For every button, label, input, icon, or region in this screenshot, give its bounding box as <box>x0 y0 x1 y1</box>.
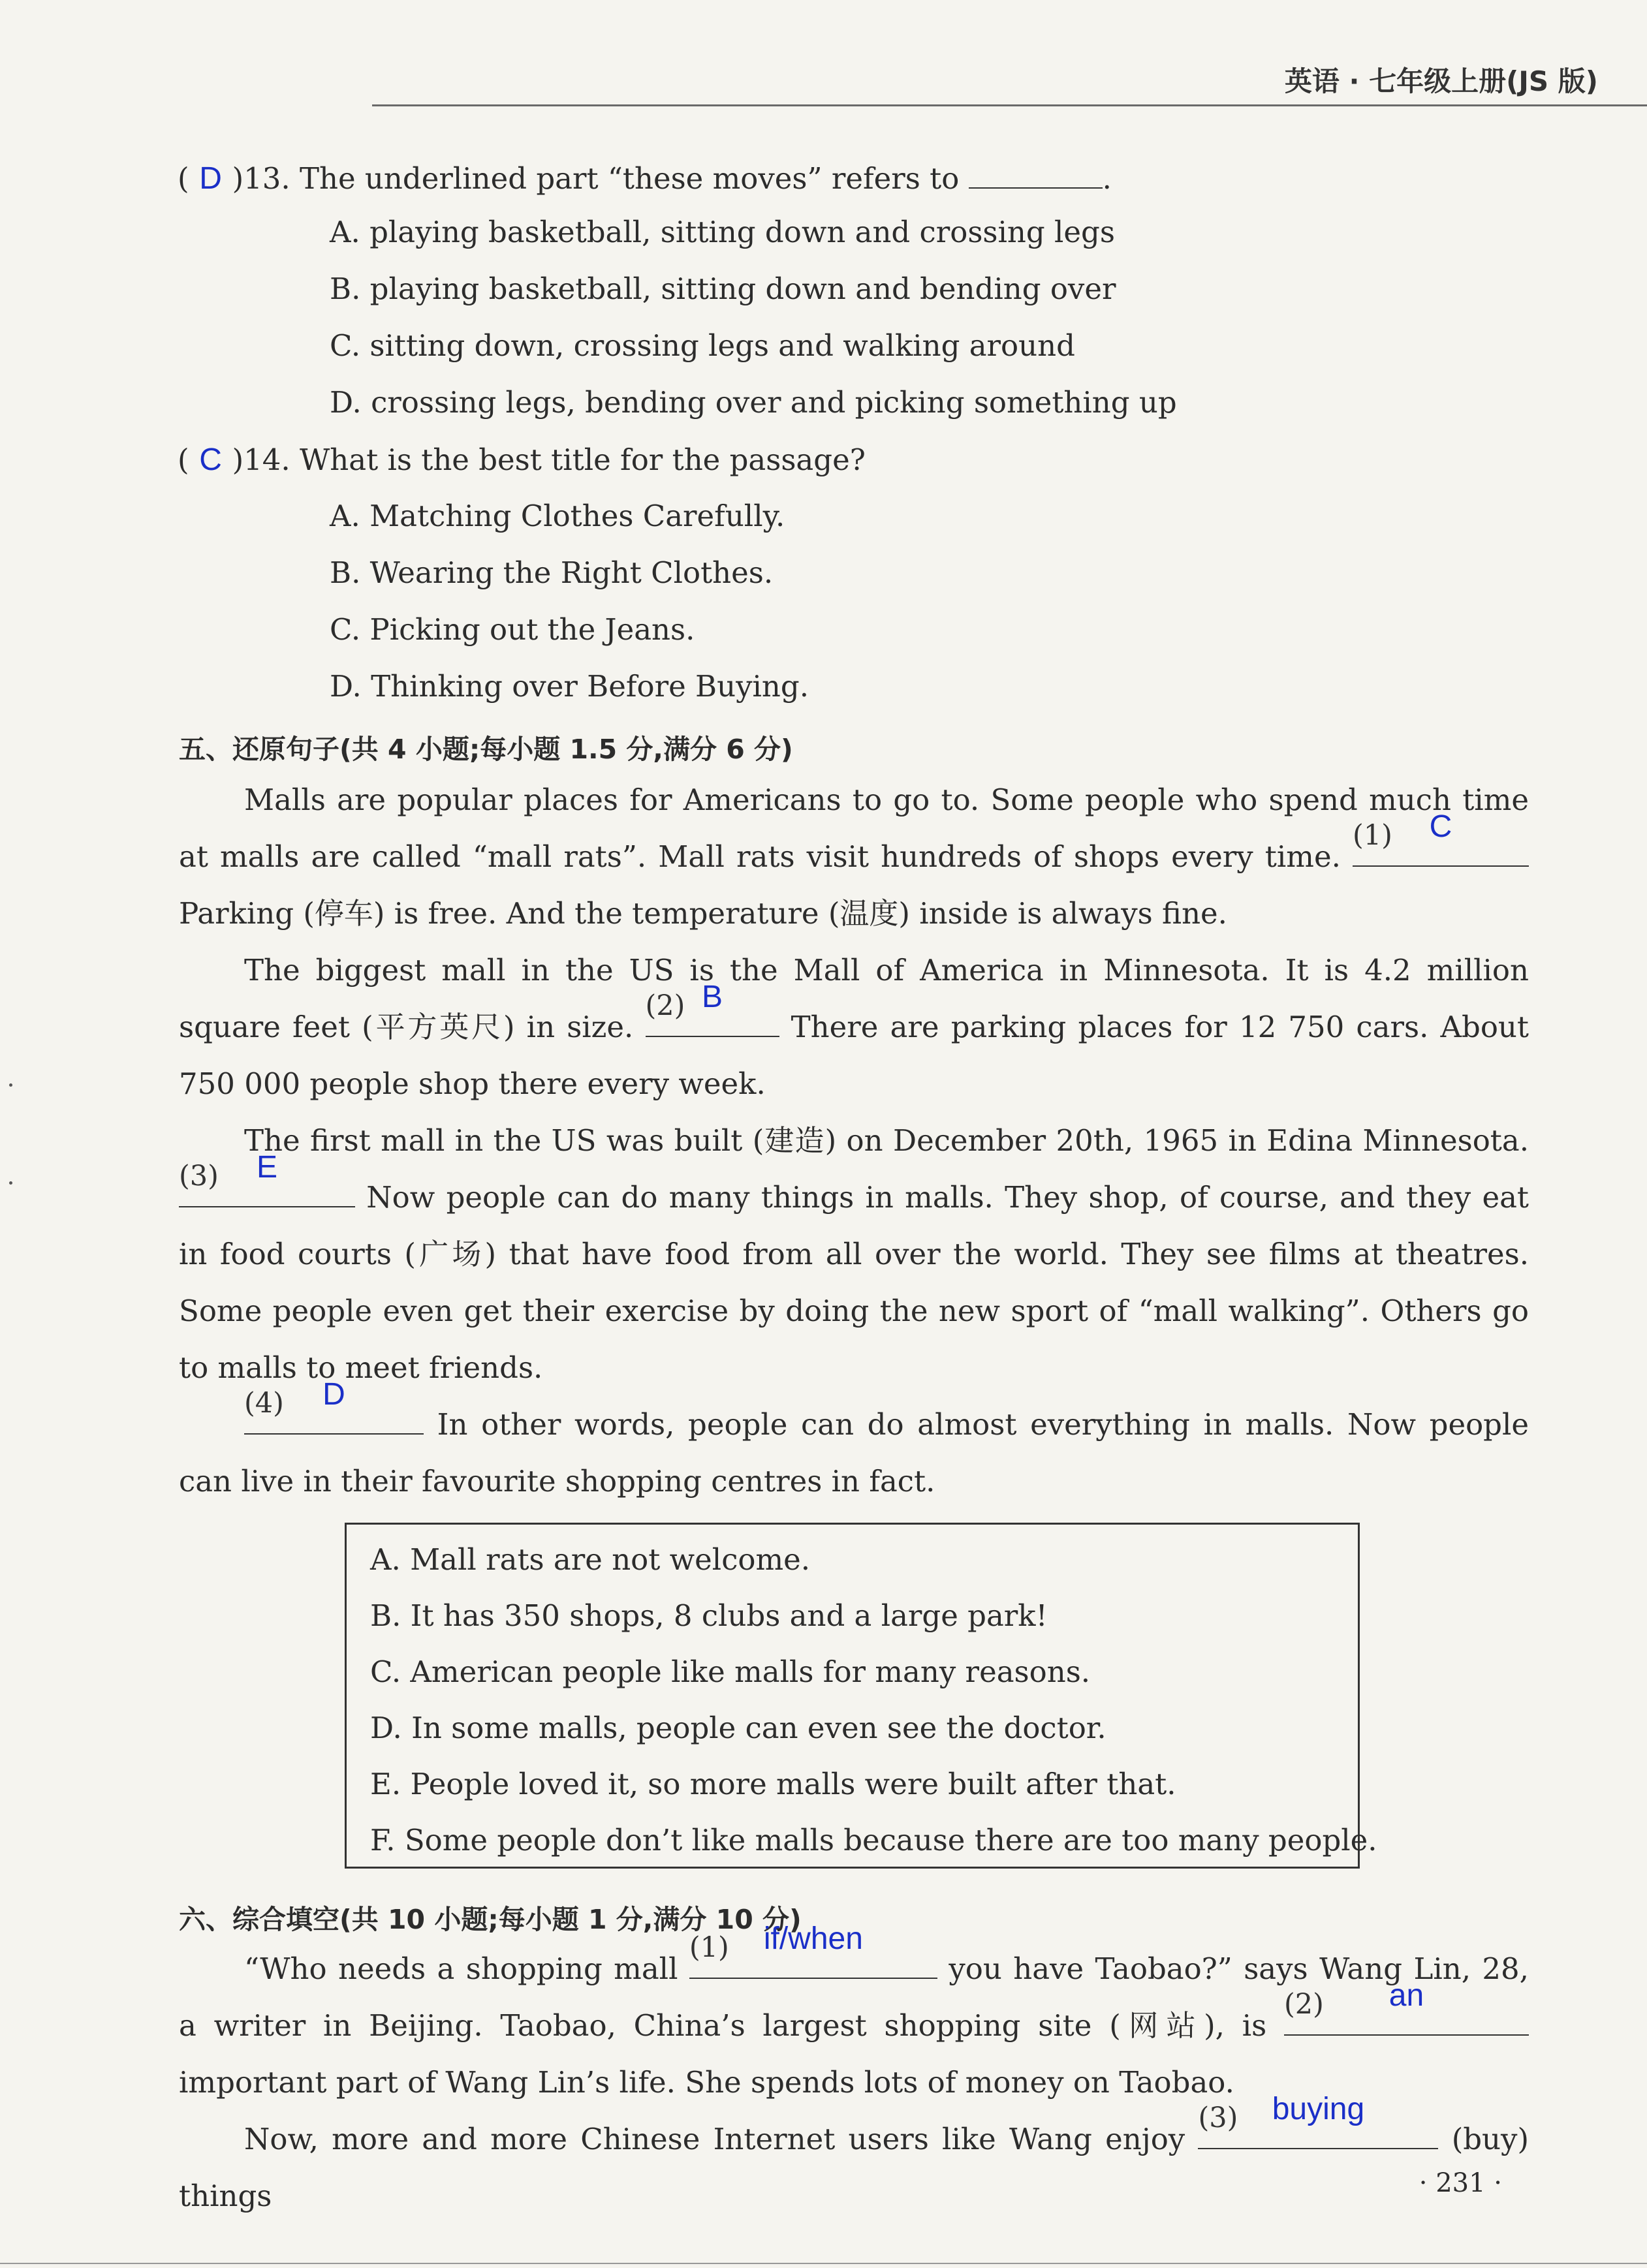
section5-options-box <box>345 1523 1377 1869</box>
section5-paragraph-3: The first mall in the US was built (建造) on December 20th, 1965 in Edina Minnesota. (3) E Now people can do many things in malls. They shop, of course, and they eat in food courts (广场) that have food from all over the world. They see films at theatres. Some people even get their exercise by doing the new sport of “mall walking”. Others go to malls to meet friends. <box>179 1123 1529 1385</box>
q14-option-c: C. Picking out the Jeans. <box>330 612 695 647</box>
s5-blank-3-answer: E <box>256 1150 277 1185</box>
q14-number: )14. <box>232 443 290 477</box>
s6-blank-3: (3) buying <box>1198 2120 1438 2149</box>
section5-title: 五、还原句子(共 4 小题;每小题 1.5 分,满分 6 分) <box>179 734 793 765</box>
q13-option-c: C. sitting down, crossing legs and walking around <box>330 328 1075 363</box>
q14-option-a: A. Matching Clothes Carefully. <box>330 499 785 533</box>
section6-paragraph-2: Now, more and more Chinese Internet users like Wang enjoy (3) buying (buy) things <box>179 2111 1529 2224</box>
s5-blank-1-answer: C <box>1429 809 1452 844</box>
margin-mark <box>9 1083 12 1087</box>
bottom-edge <box>0 2263 1647 2264</box>
q14-stem-line: ( C )14. What is the best title for the passage? <box>178 443 866 477</box>
s5-blank-4-answer: D <box>322 1377 345 1412</box>
q13-blank <box>969 160 1103 189</box>
q13-number: )13. <box>232 161 290 196</box>
q13-option-d: D. crossing legs, bending over and picking something up <box>330 385 1177 420</box>
q13-answer: D <box>199 161 222 196</box>
s5-option-a: A. Mall rats are not welcome. <box>370 1542 811 1577</box>
q13-stem: The underlined part “these moves” refers to <box>300 161 960 196</box>
section5-paragraph-2: The biggest mall in the US is the Mall of America in Minnesota. It is 4.2 million square feet (平方英尺) in size. (2) B There are parking places for 12 750 cars. About 750 000 people shop there every week. <box>179 953 1529 1101</box>
q13-option-a: A. playing basketball, sitting down and crossing legs <box>330 215 1115 249</box>
section5-paragraph-4: (4) D In other words, people can do almost everything in malls. Now people can live in their favourite shopping centres in fact. <box>179 1396 1529 1510</box>
s5-option-b: B. It has 350 shops, 8 clubs and a large park! <box>370 1598 1048 1633</box>
s6-blank-2: (2) an <box>1284 2007 1529 2036</box>
section6-paragraph-1: “Who needs a shopping mall (1) if/when you have Taobao?” says Wang Lin, 28, a writer in Beijing. Taobao, China’s largest shopping site (网站), is (2) an important part of Wang Lin’s life. She spends lots of money on Taobao. <box>179 1940 1529 2111</box>
q14-option-d: D. Thinking over Before Buying. <box>330 669 809 704</box>
s5-option-c: C. American people like malls for many reasons. <box>370 1654 1091 1689</box>
s6-blank-3-answer: buying <box>1272 2092 1365 2126</box>
s6-blank-1-answer: if/when <box>763 1921 863 1956</box>
s5-blank-2: (2) B <box>646 1008 779 1037</box>
section5-paragraph-1: Malls are popular places for Americans to go to. Some people who spend much time at malls are called “mall rats”. Mall rats visit hundreds of shops every time. (1) C Parking (停车) is free. And the temperature (温度) inside is always fine. <box>179 783 1529 931</box>
s5-blank-3: (3) E <box>179 1179 355 1207</box>
section6-title: 六、综合填空(共 10 小题;每小题 1 分,满分 10 分) <box>179 1904 802 1935</box>
s5-option-f: F. Some people don’t like malls because there are too many people. <box>370 1823 1377 1857</box>
s5-option-e: E. People loved it, so more malls were built after that. <box>370 1767 1176 1801</box>
s5-blank-2-answer: B <box>701 980 723 1014</box>
s6-blank-1: (1) if/when <box>689 1950 937 1979</box>
q14-stem: What is the best title for the passage? <box>300 443 866 477</box>
q14-answer: C <box>199 443 222 477</box>
q14-option-b: B. Wearing the Right Clothes. <box>330 555 774 590</box>
q13-option-b: B. playing basketball, sitting down and bending over <box>330 272 1116 306</box>
margin-mark <box>9 1181 12 1185</box>
s5-blank-4: (4) D <box>244 1406 424 1435</box>
q13-stem-line: ( D )13. The underlined part “these moves” refers to . <box>178 161 1112 196</box>
header-title: 英语 · 七年级上册(JS 版) <box>1284 65 1598 97</box>
s6-blank-2-answer: an <box>1388 1978 1424 2013</box>
s5-option-d: D. In some malls, people can even see the doctor. <box>370 1711 1106 1745</box>
page-number: · 231 · <box>1419 2168 1502 2198</box>
s5-blank-1: (1) C <box>1353 838 1529 867</box>
header-rule <box>372 104 1647 106</box>
